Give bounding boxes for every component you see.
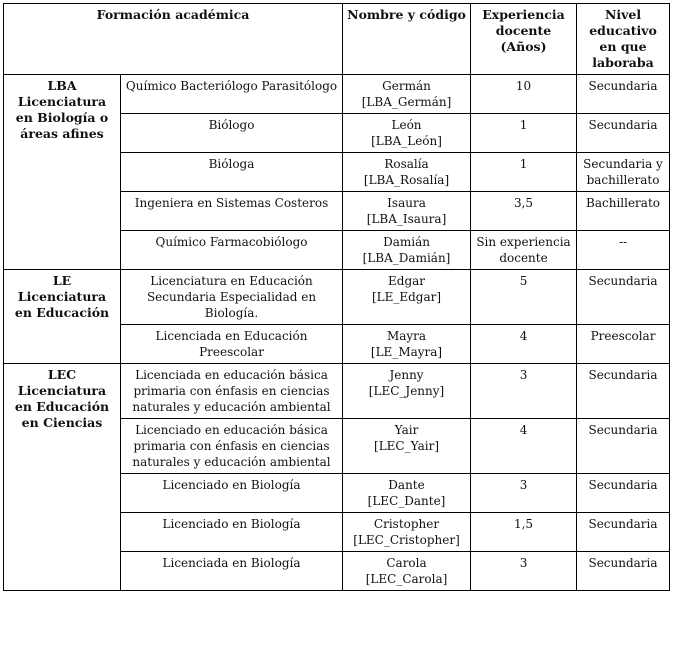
experiencia-cell: 3 [471,474,577,513]
teacher-name: Isaura [387,196,426,210]
group-title-line: Licenciatura en Biología o áreas afines [15,94,109,141]
nombre-cell [343,364,471,419]
nivel-cell: Secundaria [577,552,670,591]
teacher-code: [LE_Mayra] [370,345,443,359]
nombre-cell [343,75,471,114]
nivel-cell: Secundaria [577,513,670,552]
nombre-cell [343,552,471,591]
experiencia-cell: Sin experiencia docente [471,231,577,270]
nombre-cell [343,114,471,153]
header-nivel: Nivel educativo en que laboraba [577,4,670,75]
nombre-cell [343,474,471,513]
teacher-name: Damián [383,235,430,249]
formacion-cell: Licenciada en Biología [121,552,343,591]
nivel-cell: Secundaria [577,75,670,114]
formacion-cell: Licenciado en Biología [121,474,343,513]
nivel-cell: Secundaria [577,364,670,419]
teacher-name: Rosalía [384,157,429,171]
teacher-name: Jenny [389,368,424,382]
teacher-name: Mayra [386,329,427,343]
formacion-cell: Bióloga [121,153,343,192]
teacher-name: Cristopher [373,517,440,531]
formacion-cell: Licenciado en Biología [121,513,343,552]
experiencia-cell: 1,5 [471,513,577,552]
nombre-cell [343,153,471,192]
experiencia-cell: 3 [471,552,577,591]
nivel-cell: Secundaria y bachillerato [577,153,670,192]
nombre-cell [343,419,471,474]
experiencia-cell: 3,5 [471,192,577,231]
nivel-cell: Secundaria [577,419,670,474]
formacion-cell: Químico Bacteriólogo Parasitólogo [121,75,343,114]
nivel-cell: Secundaria [577,114,670,153]
nombre-cell [343,192,471,231]
teacher-name: León [391,118,422,132]
group-title-line: LBA [47,78,77,93]
teachers-table [3,3,670,591]
group-title-line: Licenciatura en Educación [14,289,110,320]
header-nombre: Nombre y código [343,4,471,75]
teacher-name: Edgar [388,274,426,288]
nivel-cell: Secundaria [577,270,670,325]
experiencia-cell: 3 [471,364,577,419]
teacher-code: [LEC_Yair] [374,439,440,453]
nivel-cell: Preescolar [577,325,670,364]
table-row [4,270,670,325]
table-row [4,75,670,114]
experiencia-cell: 4 [471,419,577,474]
teacher-code: [LE_Edgar] [371,290,442,304]
teacher-name: Dante [388,478,425,492]
nivel-cell: Bachillerato [577,192,670,231]
group-cell [4,364,121,591]
experiencia-cell: 1 [471,114,577,153]
teacher-code: [LBA_Damián] [362,251,451,265]
teacher-code: [LBA_Isaura] [366,212,447,226]
experiencia-cell: 1 [471,153,577,192]
teacher-code: [LEC_Jenny] [368,384,445,398]
group-cell [4,270,121,364]
teacher-name: Carola [386,556,427,570]
nombre-cell [343,270,471,325]
formacion-cell: Licenciada en educación básica primaria con énfasis en ciencias naturales y educación ambiental [121,364,343,419]
nombre-cell [343,231,471,270]
formacion-cell: Licenciado en educación básica primaria con énfasis en ciencias naturales y educación ambiental [121,419,343,474]
formacion-cell: Ingeniera en Sistemas Costeros [121,192,343,231]
header-row [4,4,670,75]
formacion-cell: Licenciada en Educación Preescolar [121,325,343,364]
teacher-code: [LEC_Carola] [365,572,448,586]
teacher-code: [LBA_Germán] [361,95,452,109]
teacher-name: Yair [394,423,419,437]
group-cell [4,75,121,270]
nivel-cell: Secundaria [577,474,670,513]
formacion-cell: Químico Farmacobiólogo [121,231,343,270]
nivel-cell: -- [577,231,670,270]
formacion-cell: Licenciatura en Educación Secundaria Especialidad en Biología. [121,270,343,325]
table-row [4,364,670,419]
group-title-line: Licenciatura en Educación en Ciencias [14,383,110,430]
nombre-cell [343,325,471,364]
nombre-cell [343,513,471,552]
experiencia-cell: 10 [471,75,577,114]
teacher-code: [LEC_Cristopher] [353,533,460,547]
table-body [4,75,670,591]
teacher-code: [LBA_León] [371,134,442,148]
teacher-name: Germán [382,79,431,93]
group-title-line: LE [52,273,72,288]
group-title-line: LEC [47,367,77,382]
header-experiencia: Experiencia docente (Años) [471,4,577,75]
experiencia-cell: 5 [471,270,577,325]
header-formacion: Formación académica [4,4,343,75]
teacher-code: [LEC_Dante] [367,494,446,508]
experiencia-cell: 4 [471,325,577,364]
formacion-cell: Biólogo [121,114,343,153]
teacher-code: [LBA_Rosalía] [363,173,450,187]
